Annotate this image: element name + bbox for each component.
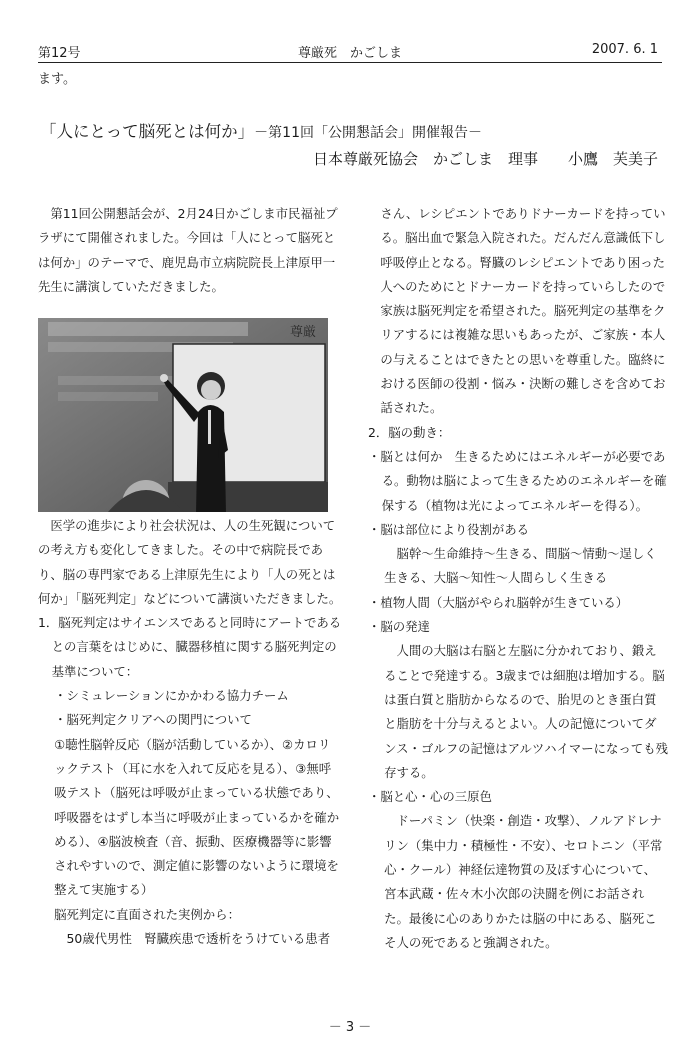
header-rule	[38, 62, 662, 63]
article-title	[40, 118, 482, 142]
section-heading: 1．脳死判定はサイエンスであると同時にアートであるとの言葉をはじめに、臓器移植に関する脳死判定の基準について：	[38, 615, 342, 679]
bullet-item: ・脳とは何か 生きるためにはエネルギーが必要である。動物は脳によって生きるためのエネルギーを確保する（植物は光によってエネルギーを得る）。	[368, 448, 667, 513]
photo-banner-text: 尊厳	[290, 325, 317, 340]
paragraph: さん、レシピエントでありドナーカードを持っている。脳出血で緊急入院された。だんだん意識低下し呼吸停止となる。腎臓のレシピエントであり困った人へのためにとドナーカードを持っていらしたので家族は脳死判定を希望された。脳死判定の基準をクリアするには複雑な思いもあったが、ご家族・本人の与えることはできたとの思いを尊重した。臨終における医師の役割・悩み・決断の難しさを含めてお話された。	[380, 206, 666, 416]
paragraph: 第11回公開懇話会が、2月24日かごしま市民福祉プラザにて開催されました。今回は「人にとって脳死とは何か」のテーマで、鹿児島市立病院院長上津原甲一先生に講演していただきました。	[38, 206, 338, 294]
paragraph: 脳幹～生命維持～生きる、間脳～情動～逞しく生きる、大脳～知性～人間らしく生きる	[384, 546, 657, 586]
bullet-item: ・植物人間（大脳がやられ脳幹が生きている）	[368, 594, 629, 610]
bullet-item: ・脳と心・心の三原色	[368, 789, 492, 805]
paragraph: 脳死判定に直面された実例から：	[54, 906, 240, 922]
page-number: － 3 －	[328, 1020, 372, 1035]
paragraph: 50歳代男性 腎臓疾患で透析をうけている患者	[66, 931, 331, 947]
article-title-main: 「人にとって脳死とは何か」	[40, 122, 255, 141]
issue-date: 2007. 6. 1	[591, 42, 658, 57]
lecture-photo-illustration	[38, 318, 328, 512]
left-column-intro	[38, 202, 338, 299]
bullet-item: ・シミュレーションにかかわる協力チーム	[54, 688, 289, 704]
paragraph: ドーパミン（快楽・創造・攻撃）、ノルアドレナリン（集中力・積極性・不安）、セロトニン（平常心・クール）神経伝達物質の及ぼす心について、宮本武蔵・佐々木小次郎の決闘を例にお話された。最後に心のありかたは脳の中にある、脳死こそ人の死であると強調された。	[384, 813, 663, 950]
paragraph: 医学の進歩により社会状況は、人の生死観についての考え方も変化してきました。その中で病院長であり、脳の専門家である上津原先生により「人の死とは何か」「脳死判定」などについて講演いただきました。	[38, 518, 342, 606]
article-author: 日本尊厳死協会 かごしま 理事 小鷹 芙美子	[312, 150, 658, 168]
right-column-body	[368, 202, 668, 955]
carryover-text: ます。	[38, 72, 76, 87]
paragraph: ①聴性脳幹反応（脳が活動しているか）、②カロリックテスト（耳に水を入れて反応を見る）、③無呼吸テスト（脳死は呼吸が止まっている状態であり、呼吸器をはずし本当に呼吸が止まっているかを確かめる）、④脳波検査（音、振動、医療機器等に影響されやすいので、測定値に影響のないように環境を整えて実施する）	[54, 736, 340, 898]
issue-number: 第12号	[38, 46, 81, 61]
bullet-item: ・脳は部位により役割がある	[368, 521, 530, 537]
bullet-item: ・脳の発達	[368, 619, 430, 635]
left-column-body	[38, 514, 342, 951]
article-subtitle: －第11回「公開懇話会」開催報告－	[254, 125, 482, 141]
bullet-item: ・脳死判定クリアへの関門について	[54, 712, 252, 728]
lecture-photo	[38, 318, 328, 512]
newsletter-name: 尊厳死 かごしま	[297, 46, 402, 61]
paragraph: 人間の大脳は右脳と左脳に分かれており、鍛えることで発達する。3歳までは細胞は増加する。脳は蛋白質と脂肪からなるので、胎児のとき蛋白質と脂肪を十分与えるとよい。人の記憶についてダンス・ゴルフの記憶はアルツハイマーになっても残存する。	[384, 643, 668, 780]
section-heading: 2．脳の動き：	[368, 424, 451, 440]
